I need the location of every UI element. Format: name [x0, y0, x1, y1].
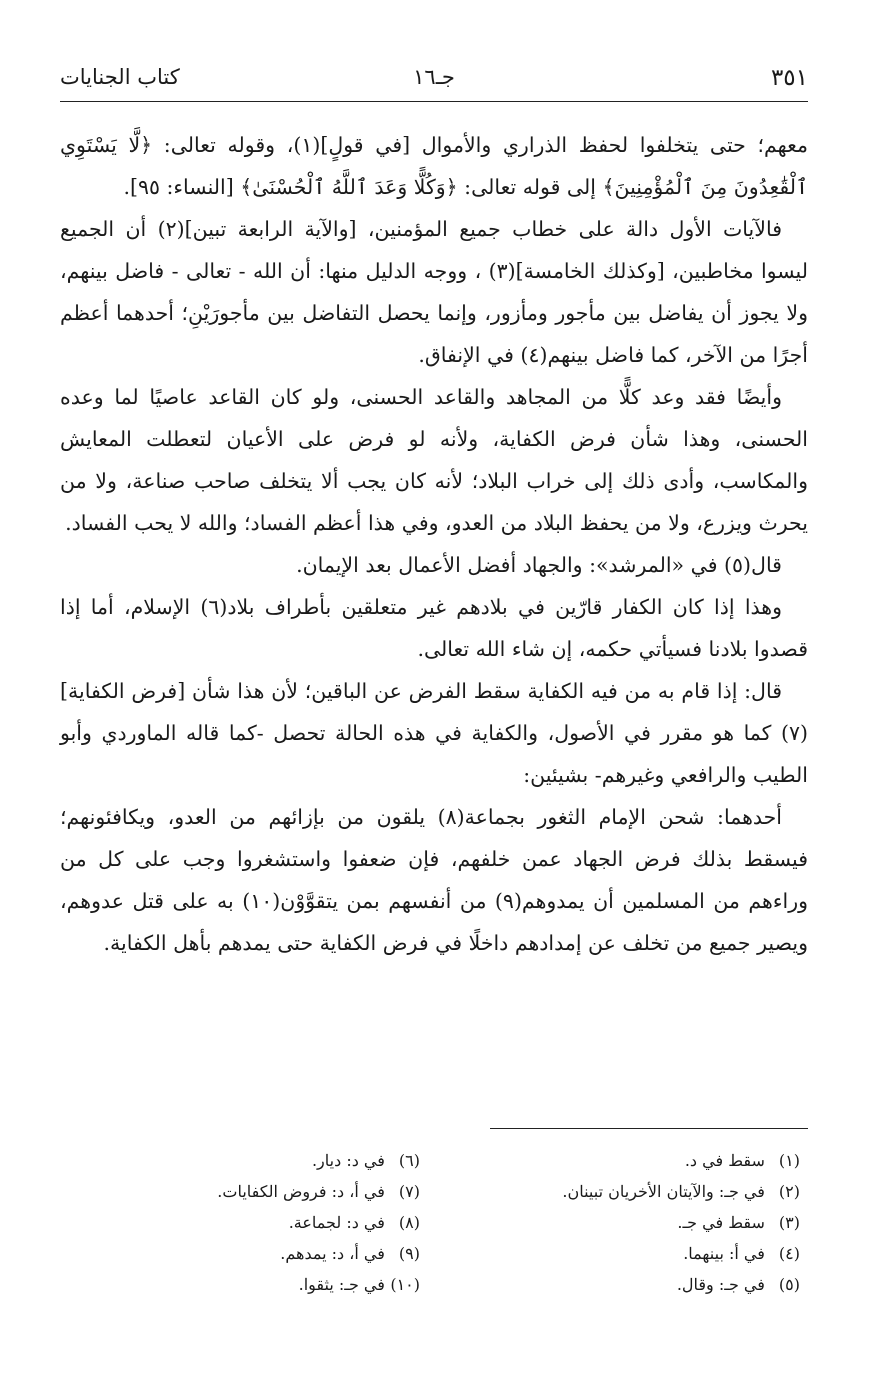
- footnote: [60, 1207, 420, 1238]
- paragraph-4: قال(٥) في «المرشد»: والجهاد أفضل الأعمال بعد الإيمان.: [296, 553, 782, 577]
- footnote-text: في أ: بينهما.: [683, 1244, 765, 1263]
- footnote: [440, 1145, 800, 1176]
- footnote-number: (٦): [398, 1151, 420, 1170]
- footnote-number: (٩): [398, 1244, 420, 1263]
- footnote-text: سقط في د.: [684, 1151, 765, 1170]
- page-number: ٣٥١: [770, 65, 808, 91]
- footnotes-right-column: [440, 1145, 800, 1300]
- paragraph-1: معهم؛ حتى يتخلفوا لحفظ الذراري والأموال [في قولٍ](١)، وقوله تعالى: ﴿لَّا يَسْتَوِي ٱلْقَٰعِدُونَ مِنَ ٱلْمُؤْمِنِينَ﴾ إلى قوله تعالى: ﴿وَكُلًّا وَعَدَ ٱللَّهُ ٱلْحُسْنَىٰ﴾ [النساء: ٩٥].: [60, 133, 808, 199]
- paragraph-7: أحدهما: شحن الإمام الثغور بجماعة(٨) يلقون من بإزائهم من العدو، ويكافئونهم؛ فيسقط بذلك فرض الجهاد عمن خلفهم، فإن ضعفوا واستشغروا وجب على كل من وراءهم من المسلمين أن يمدوهم(٩) من أنفسهم بمن يتقوَّوْن(١٠) به على قتل عدوهم، ويصير جميع من تخلف عن إمدادهم داخلًا في فرض الكفاية حتى يمدهم بأهل الكفاية.: [60, 805, 808, 955]
- footnote: [60, 1238, 420, 1269]
- footnote-number: (٣): [778, 1213, 800, 1232]
- footnotes-left-column: [60, 1145, 420, 1300]
- main-text: [60, 124, 808, 964]
- footnote-text: في د: ديار.: [311, 1151, 385, 1170]
- footnote-number: (٥): [778, 1275, 800, 1294]
- volume-label: جـ١٦: [413, 65, 455, 89]
- page-header: [60, 55, 808, 102]
- paragraph-3: وأيضًا فقد وعد كلًّا من المجاهد والقاعد الحسنى، ولو كان القاعد عاصيًا لما وعده الحسنى، وهذا شأن فرض الكفاية، ولأنه لو فرض على الأعيان لتعطلت المعايش والمكاسب، وأدى ذلك إلى خراب البلاد؛ لأنه كان يجب ألا يتخلف صاحب صناعة، ولا من يحرث ويزرع، ولا من يحفظ البلاد من العدو، وفي هذا أعظم الفساد؛ والله لا يحب الفساد.: [60, 385, 808, 535]
- footnote: [440, 1238, 800, 1269]
- footnote: [60, 1145, 420, 1176]
- footnote-number: (٢): [778, 1182, 800, 1201]
- footnote-number: (١): [778, 1151, 800, 1170]
- footnote-text: في أ، د: فروض الكفايات.: [217, 1182, 385, 1201]
- footnotes: [60, 1145, 808, 1345]
- footnote: [60, 1176, 420, 1207]
- book-page: [60, 55, 808, 1345]
- footnote-divider: [490, 1128, 808, 1129]
- footnote-number: (٧): [398, 1182, 420, 1201]
- footnote: [440, 1176, 800, 1207]
- footnote: [60, 1269, 420, 1300]
- book-title: كتاب الجنايات: [60, 65, 180, 89]
- paragraph-6: قال: إذا قام به من فيه الكفاية سقط الفرض عن الباقين؛ لأن هذا شأن [فرض الكفاية](٧) كما هو مقرر في الأصول، والكفاية في هذه الحالة تحصل -كما قاله الماوردي وأبو الطيب والرافعي وغيرهم- بشيئين:: [60, 679, 808, 787]
- footnote-text: في جـ: يثقوا.: [298, 1275, 385, 1294]
- footnote-number: (٤): [778, 1244, 800, 1263]
- paragraph-5: وهذا إذا كان الكفار قارّين في بلادهم غير متعلقين بأطراف بلاد(٦) الإسلام، أما إذا قصدوا بلادنا فسيأتي حكمه، إن شاء الله تعالى.: [60, 595, 808, 661]
- footnote-text: سقط في جـ.: [677, 1213, 765, 1232]
- footnote-number: (٨): [398, 1213, 420, 1232]
- footnote-text: في جـ: والآيتان الأخريان تبينان.: [562, 1182, 765, 1201]
- footnote-text: في أ، د: يمدهم.: [280, 1244, 385, 1263]
- footnote-number: (١٠): [390, 1275, 420, 1294]
- footnote: [440, 1207, 800, 1238]
- footnote-text: في جـ: وقال.: [676, 1275, 765, 1294]
- footnote: [440, 1269, 800, 1300]
- paragraph-2: فالآيات الأول دالة على خطاب جميع المؤمنين، [والآية الرابعة تبين](٢) أن الجميع ليسوا مخاطبين، [وكذلك الخامسة](٣) ، ووجه الدليل منها: أن الله - تعالى - فاضل بينهم، ولا يجوز أن يفاضل بين مأجور ومأزور، وإنما يحصل التفاضل بين مأجورَيْنِ؛ أحدهما أعظم أجرًا من الآخر، كما فاضل بينهم(٤) في الإنفاق.: [60, 217, 808, 367]
- footnote-text: في د: لجماعة.: [288, 1213, 385, 1232]
